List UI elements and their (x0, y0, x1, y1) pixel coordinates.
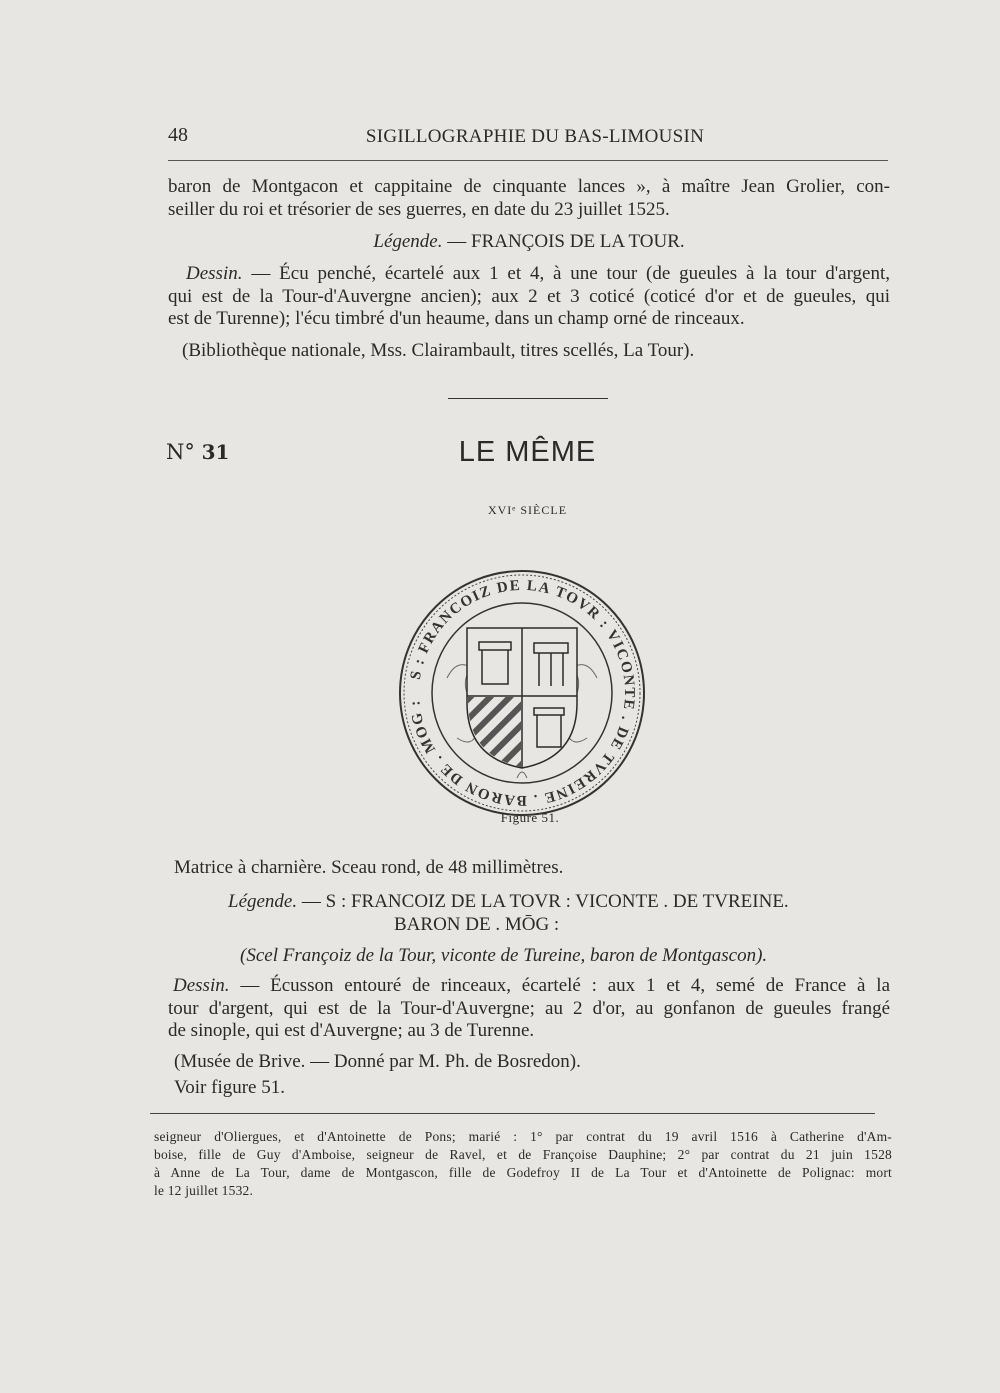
dessin-line: de sinople, qui est d'Auvergne; au 3 de Turenne. (168, 1020, 535, 1041)
page-number: 48 (168, 124, 188, 146)
footnote-line: seigneur d'Oliergues, et d'Antoinette de Pons; marié : 1° par contrat du 19 avril 1516 à Catherine d'Am- (154, 1129, 892, 1144)
musee-line: (Musée de Brive. — Donné par M. Ph. de Bosredon). (174, 1051, 581, 1072)
translation-line: (Scel Françoiz de la Tour, vicontе de Tureine, baron de Montgascon). (240, 945, 768, 966)
source-citation: (Bibliothèque nationale, Mss. Clairambault, titres scellés, La Tour). (182, 340, 695, 361)
century-label: XVIᵉ SIÈCLE (487, 503, 568, 517)
footnote-line: à Anne de La Tour, dame de Montgascon, fille de Godefroy II de La Tour et d'Antoinette de Polignac: mort (154, 1165, 892, 1180)
text-line: baron de Montgacon et cappitaine de cinquante lances », à maître Jean Grolier, con- (168, 176, 890, 197)
legende-top (168, 231, 890, 254)
legende-body (168, 891, 890, 936)
legende-label: Légende. (228, 891, 298, 912)
dessin-line: tour d'argent, qui est de la Tour-d'Auvergne; au 2 d'or, au gonfanon de gueules frangé (168, 997, 890, 1019)
dessin-top (168, 263, 890, 331)
tower-icon (534, 708, 564, 747)
running-title: SIGILLOGRAPHIE DU BAS-LIMOUSIN (365, 126, 705, 147)
gonfanon-icon (534, 643, 568, 686)
seal-illustration (397, 568, 647, 818)
text-line: seiller du roi et trésorier de ses guerres, en date du 23 juillet 1525. (168, 198, 670, 220)
entry-title: LE MÊME (458, 436, 597, 468)
continuation-paragraph (168, 176, 890, 221)
header-rule (168, 160, 888, 161)
dessin-line: est de Turenne); l'écu timbré d'un heaume, dans un champ orné de rinceaux. (168, 308, 745, 329)
matrice-line: Matrice à charnière. Sceau rond, de 48 millimètres. (174, 857, 564, 878)
dessin-line: qui est de la Tour-d'Auvergne ancien); aux 2 et 3 coticé (coticé d'or et de gueules, qui (168, 285, 890, 307)
section-separator (448, 398, 608, 399)
voir-line: Voir figure 51. (174, 1077, 285, 1098)
legende-text: — S : FRANCOIZ DE LA TOVR : VICONTE . DE TVREINE. (301, 891, 789, 912)
number-value: 31 (201, 440, 230, 464)
tower-icon (479, 642, 511, 684)
dessin-body (168, 975, 890, 1043)
footnote (154, 1128, 892, 1200)
footnote-line: le 12 juillet 1532. (154, 1183, 254, 1198)
legende-line: BARON DE . MŌG : (394, 913, 560, 935)
entry-number (166, 440, 229, 464)
dessin-label: Dessin. (173, 975, 230, 996)
number-prefix: N° (166, 440, 195, 464)
footnote-rule (150, 1113, 875, 1114)
legende-line (168, 891, 890, 914)
footnote-line: boise, fille de Guy d'Amboise, seigneur de Ravel, et de Françoise Dauphine; 2° par contrat du 21 juin 1528 (154, 1147, 892, 1162)
figure-caption: Figure 51. (500, 810, 560, 825)
text-line (168, 263, 890, 286)
seal-legend: S : FRANCOIZ DE LA TOVR : VICONTE . DE TVREINE . BARON DE . MOG : (407, 577, 638, 809)
dessin-line: — Écusson entouré de rinceaux, écartelé : aux 1 et 4, semé de France à la (240, 975, 890, 996)
text-line (168, 975, 890, 998)
legende-text: — FRANÇOIS DE LA TOUR. (447, 231, 685, 252)
legende-label: Légende. (373, 231, 443, 252)
coat-of-arms (467, 628, 577, 768)
dessin-line: — Écu penché, écartelé aux 1 et 4, à une tour (de gueules à la tour d'argent, (251, 263, 891, 284)
dessin-label: Dessin. (186, 263, 243, 284)
